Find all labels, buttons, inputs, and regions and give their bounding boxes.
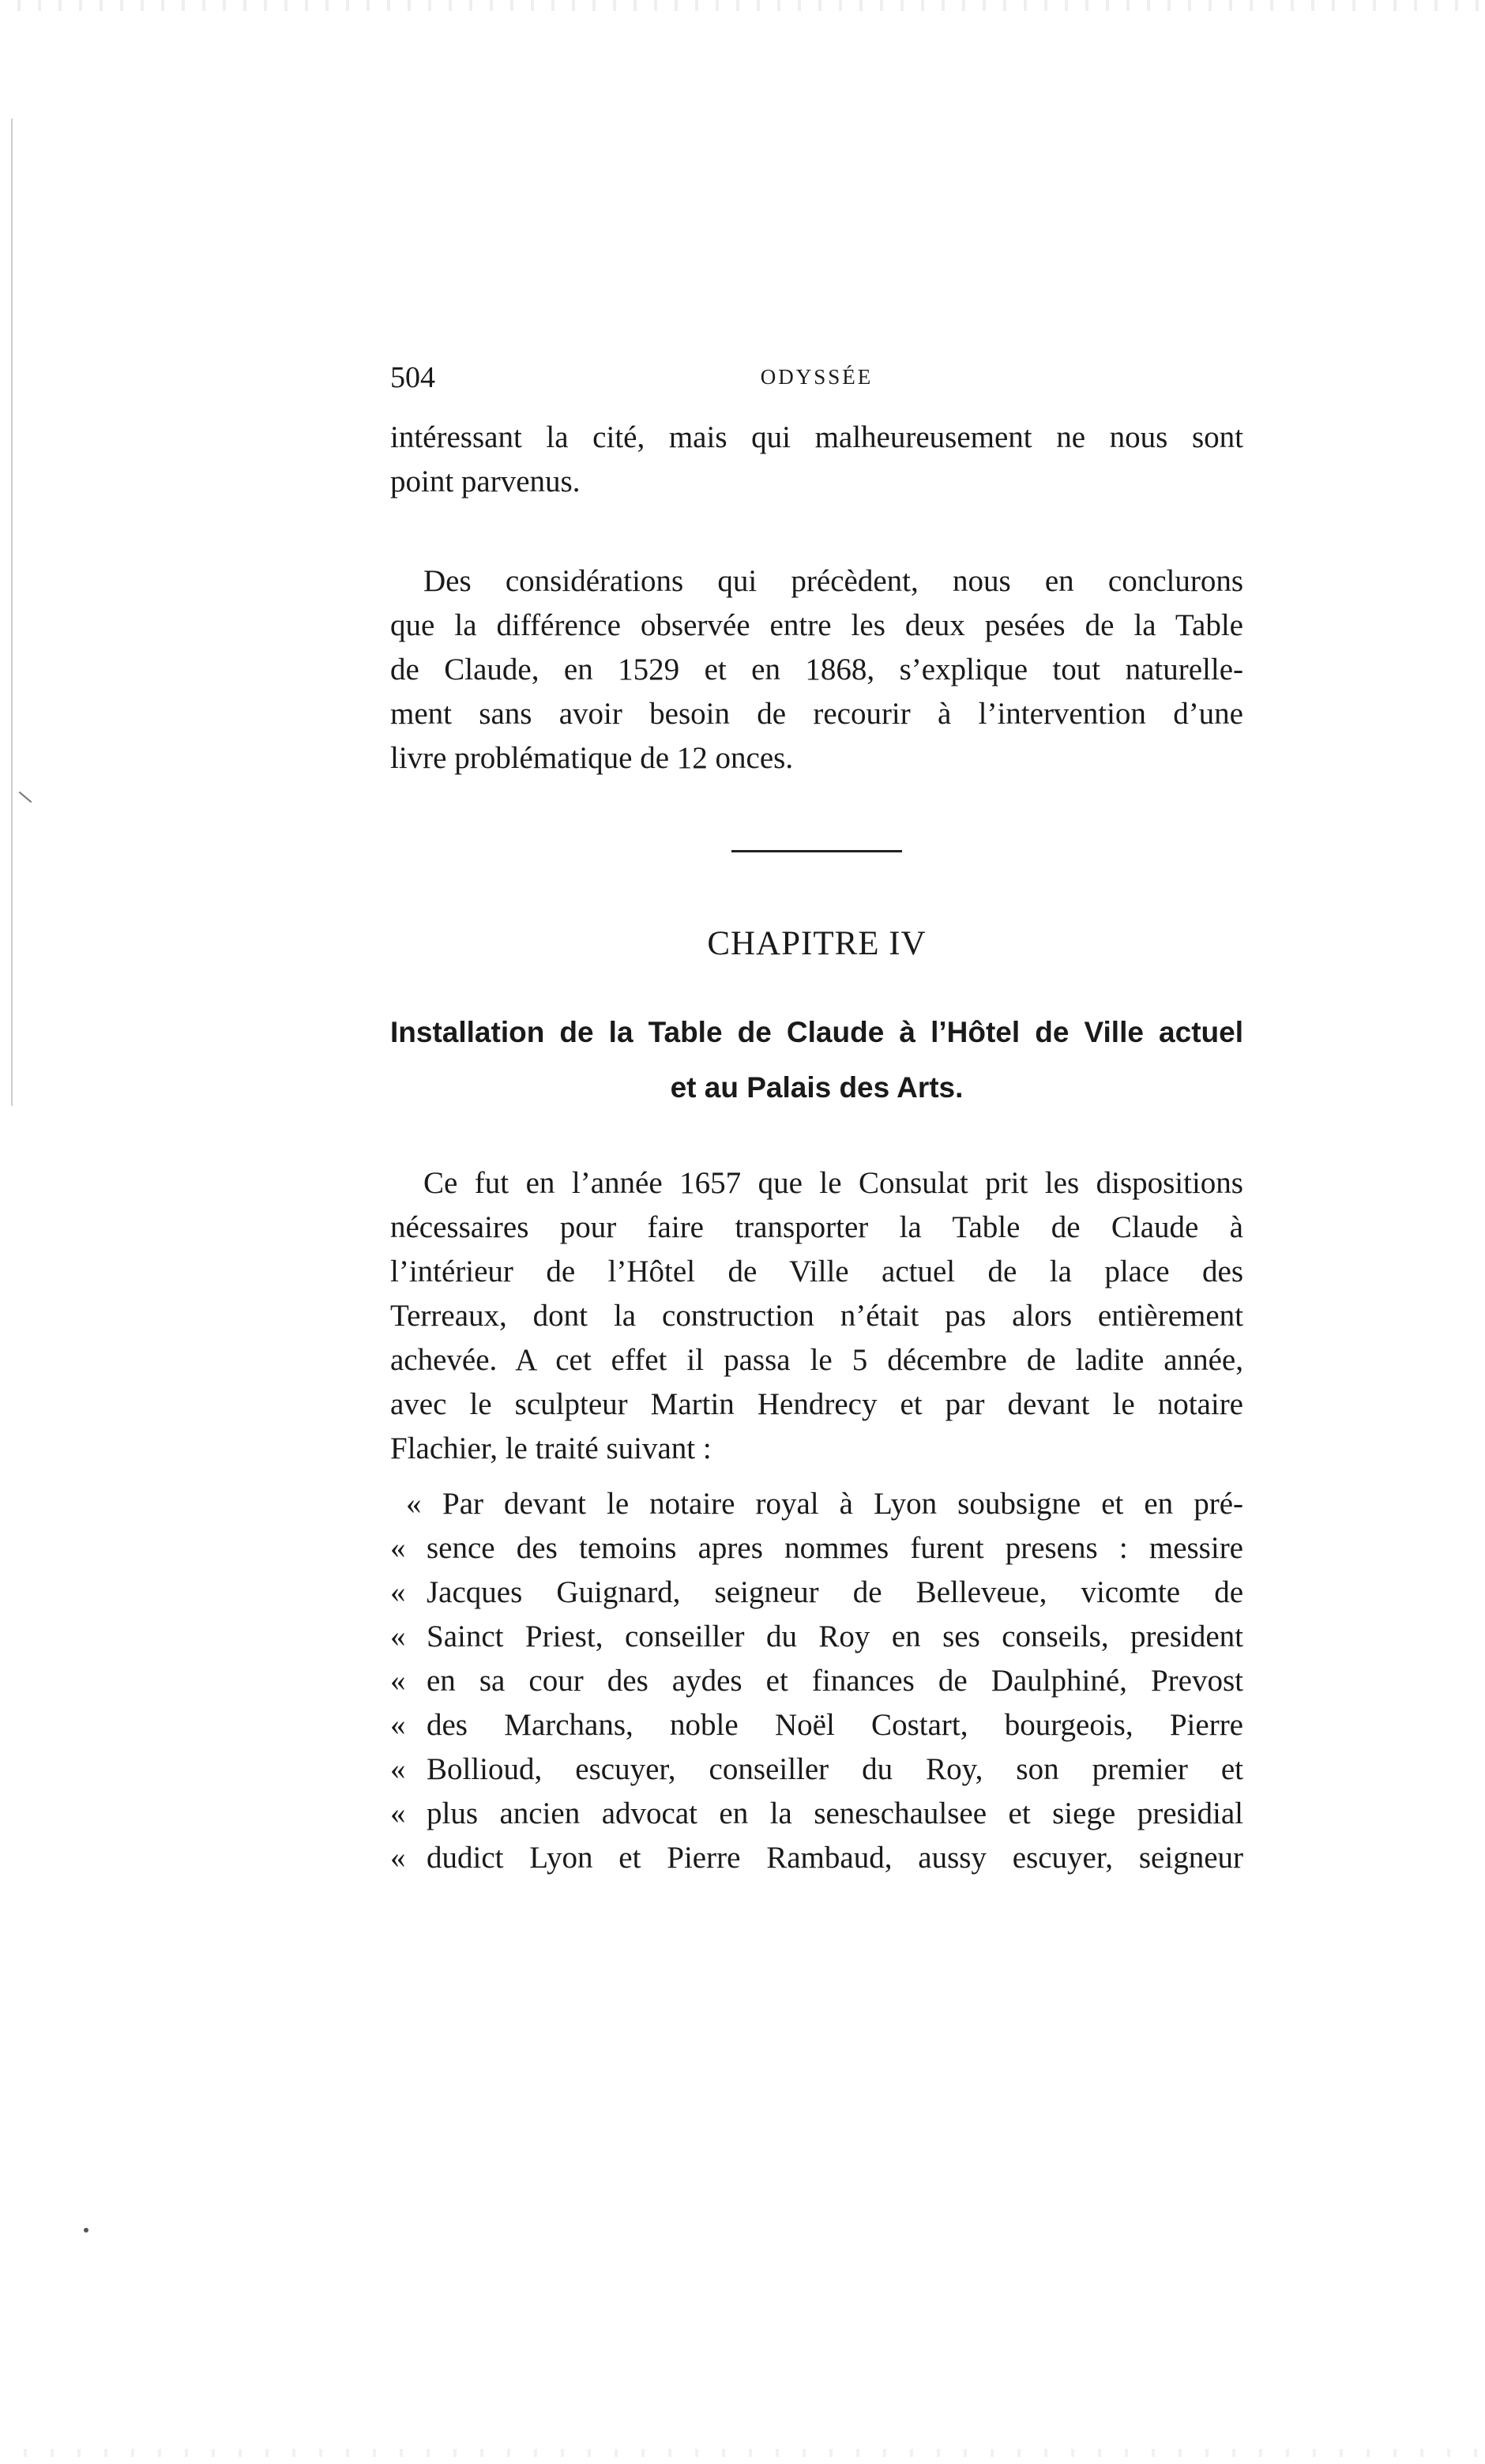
quote-text: plus ancien advocat en la seneschaulsee et siege presidial — [427, 1796, 1243, 1830]
quote-mark: « — [390, 1841, 406, 1875]
text-line: intéressant la cité, mais qui malheureusement ne nous sont — [390, 420, 1243, 454]
quote-line — [390, 1615, 1243, 1659]
quote-mark: « — [390, 1664, 406, 1698]
quote-mark: « — [390, 1575, 406, 1609]
quote-mark: « — [390, 1531, 406, 1565]
text-line: l’intérieur de l’Hôtel de Ville actuel de la place des — [390, 1255, 1243, 1288]
text-line: que la différence observée entre les deux pesées de la Table — [390, 608, 1243, 642]
text-line: Des considérations qui précèdent, nous en conclurons — [423, 564, 1243, 598]
quote-mark: « — [390, 1752, 406, 1786]
quotation-block — [390, 1482, 1243, 1880]
section-divider — [731, 850, 902, 852]
text-line: Terreaux, dont la construction n’était pas alors entièrement — [390, 1299, 1243, 1333]
quote-line — [390, 1482, 1243, 1526]
text-line: Ce fut en l’année 1657 que le Consulat prit les dispositions — [423, 1166, 1243, 1200]
body-paragraph — [390, 1161, 1243, 1471]
conclusion-paragraph — [390, 559, 1243, 781]
chapter-subtitle-line: et au Palais des Arts. — [670, 1071, 964, 1104]
quote-line — [390, 1571, 1243, 1615]
quote-line — [390, 1747, 1243, 1792]
text-line: Flachier, le traité suivant : — [390, 1431, 712, 1465]
running-title: ODYSSÉE — [760, 365, 874, 389]
quote-text: dudict Lyon et Pierre Rambaud, aussy escuyer, seigneur — [427, 1841, 1243, 1875]
chapter-subtitle-line: Installation de la Table de Claude à l’Hôtel de Ville actuel — [390, 1016, 1243, 1048]
quote-line — [390, 1836, 1243, 1880]
text-line: nécessaires pour faire transporter la Table de Claude à — [390, 1210, 1243, 1244]
quote-line — [390, 1703, 1243, 1747]
scan-dot — [84, 2228, 88, 2233]
text-line: point parvenus. — [390, 465, 581, 498]
continuation-paragraph — [390, 416, 1243, 504]
quote-line — [390, 1526, 1243, 1571]
quote-text: sence des temoins apres nommes furent presens : messire — [427, 1531, 1243, 1565]
quote-text: des Marchans, noble Noël Costart, bourgeois, Pierre — [427, 1708, 1243, 1742]
quote-line — [390, 1792, 1243, 1836]
quote-line — [390, 1659, 1243, 1703]
scan-bottom-edge — [0, 2449, 1485, 2457]
text-line: avec le sculpteur Martin Hendrecy et par devant le notaire — [390, 1387, 1243, 1421]
scan-mark — [19, 792, 32, 803]
text-line: achevée. A cet effet il passa le 5 décembre de ladite année, — [390, 1343, 1243, 1377]
quote-mark: « — [390, 1619, 406, 1653]
quote-text: Bollioud, escuyer, conseiller du Roy, son premier et — [427, 1752, 1243, 1786]
quote-text: Par devant le notaire royal à Lyon soubsigne et en pré- — [442, 1487, 1243, 1521]
text-line: livre problématique de 12 onces. — [390, 741, 794, 775]
quote-mark: « — [406, 1487, 422, 1521]
scan-top-edge — [0, 0, 1485, 11]
page-header — [390, 360, 1243, 408]
page-number: 504 — [390, 361, 435, 394]
text-line: de Claude, en 1529 et en 1868, s’explique tout naturelle- — [390, 653, 1243, 687]
quote-mark: « — [390, 1708, 406, 1742]
chapter-title: CHAPITRE IV — [707, 925, 927, 962]
quote-text: Jacques Guignard, seigneur de Belleveue, vicomte de — [427, 1575, 1243, 1609]
quote-mark: « — [390, 1796, 406, 1830]
chapter-subtitle — [390, 1005, 1243, 1115]
quote-text: en sa cour des aydes et finances de Daulphiné, Prevost — [427, 1664, 1243, 1698]
quote-text: Sainct Priest, conseiller du Roy en ses conseils, president — [427, 1619, 1243, 1653]
text-line: ment sans avoir besoin de recourir à l’intervention d’une — [390, 697, 1243, 731]
scan-left-edge — [11, 118, 13, 1106]
